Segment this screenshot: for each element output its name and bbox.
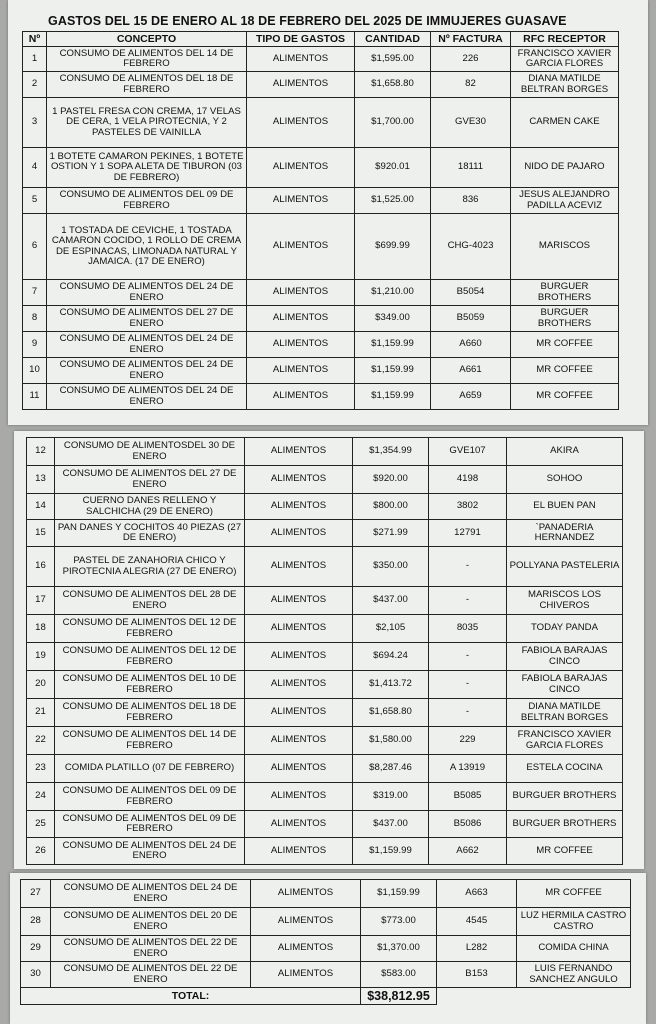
- rfc-receptor-cell: COMIDA CHINA: [517, 936, 631, 962]
- row-number: 10: [23, 358, 47, 384]
- rfc-receptor-cell: NIDO DE PAJARO: [511, 148, 619, 188]
- amount-cell: $437.00: [353, 587, 429, 615]
- invoice-number-cell: 4545: [437, 908, 517, 936]
- table-row: [23, 280, 619, 306]
- invoice-number-cell: 3802: [429, 494, 507, 520]
- invoice-number-cell: B5085: [429, 783, 507, 811]
- amount-cell: $1,159.99: [355, 332, 431, 358]
- rfc-receptor-cell: JESUS ALEJANDRO PADILLA ACEVIZ: [511, 188, 619, 214]
- concept-cell: CONSUMO DE ALIMENTOS DEL 14 DE FEBRERO: [55, 727, 245, 755]
- sheet-page-1: [8, 0, 648, 425]
- expense-type-cell: ALIMENTOS: [247, 148, 355, 188]
- table-row: [27, 438, 623, 466]
- amount-cell: $2,105: [353, 615, 429, 643]
- rfc-receptor-cell: MR COFFEE: [511, 332, 619, 358]
- rfc-receptor-cell: CARMEN CAKE: [511, 98, 619, 148]
- invoice-number-cell: -: [429, 671, 507, 699]
- concept-cell: CONSUMO DE ALIMENTOS DEL 24 DE ENERO: [55, 838, 245, 865]
- rfc-receptor-cell: SOHOO: [507, 466, 623, 494]
- row-number: 12: [27, 438, 55, 466]
- invoice-number-cell: GVE107: [429, 438, 507, 466]
- rfc-receptor-cell: TODAY PANDA: [507, 615, 623, 643]
- row-number: 13: [27, 466, 55, 494]
- expense-type-cell: ALIMENTOS: [247, 332, 355, 358]
- expense-type-cell: ALIMENTOS: [251, 880, 361, 908]
- expense-type-cell: ALIMENTOS: [245, 755, 353, 783]
- amount-cell: $271.99: [353, 520, 429, 547]
- table-row: [21, 880, 631, 908]
- concept-cell: CONSUMO DE ALIMENTOS DEL 24 DE ENERO: [51, 880, 251, 908]
- concept-cell: CONSUMO DE ALIMENTOSDEL 30 DE ENERO: [55, 438, 245, 466]
- invoice-number-cell: 18111: [431, 148, 511, 188]
- table-row: [21, 962, 631, 988]
- amount-cell: $1,658.80: [353, 699, 429, 727]
- row-number: 19: [27, 643, 55, 671]
- invoice-number-cell: A662: [429, 838, 507, 865]
- invoice-number-cell: 4198: [429, 466, 507, 494]
- amount-cell: $920.01: [355, 148, 431, 188]
- concept-cell: 1 TOSTADA DE CEVICHE, 1 TOSTADA CAMARON COCIDO, 1 ROLLO DE CREMA DE ESPINACAS, LIMONADA NATURAL Y JAMAICA. (17 DE ENERO): [47, 214, 247, 280]
- concept-cell: CONSUMO DE ALIMENTOS DEL 22 DE ENERO: [51, 962, 251, 988]
- concept-cell: 1 BOTETE CAMARON PEKINES, 1 BOTETE OSTION Y 1 SOPA ALETA DE TIBURON (03 DE FEBRERO): [47, 148, 247, 188]
- amount-cell: $8,287.46: [353, 755, 429, 783]
- table-row: [27, 783, 623, 811]
- expense-type-cell: ALIMENTOS: [247, 72, 355, 98]
- amount-cell: $773.00: [361, 908, 437, 936]
- invoice-number-cell: 82: [431, 72, 511, 98]
- row-number: 4: [23, 148, 47, 188]
- expense-type-cell: ALIMENTOS: [251, 936, 361, 962]
- invoice-number-cell: GVE30: [431, 98, 511, 148]
- row-number: 3: [23, 98, 47, 148]
- sheet-page-3: [10, 873, 646, 1024]
- concept-cell: CONSUMO DE ALIMENTOS DEL 09 DE FEBRERO: [47, 188, 247, 214]
- row-number: 30: [21, 962, 51, 988]
- row-number: 25: [27, 811, 55, 838]
- amount-cell: $1,354.99: [353, 438, 429, 466]
- rfc-receptor-cell: MR COFFEE: [511, 384, 619, 410]
- column-header: Nº: [23, 32, 47, 47]
- invoice-number-cell: 229: [429, 727, 507, 755]
- row-number: 16: [27, 547, 55, 587]
- row-number: 26: [27, 838, 55, 865]
- concept-cell: CONSUMO DE ALIMENTOS DEL 28 DE ENERO: [55, 587, 245, 615]
- row-number: 29: [21, 936, 51, 962]
- rfc-receptor-cell: MR COFFEE: [507, 838, 623, 865]
- concept-cell: COMIDA PLATILLO (07 DE FEBRERO): [55, 755, 245, 783]
- row-number: 8: [23, 306, 47, 332]
- amount-cell: $350.00: [353, 547, 429, 587]
- rfc-receptor-cell: ESTELA COCINA: [507, 755, 623, 783]
- invoice-number-cell: -: [429, 587, 507, 615]
- invoice-number-cell: A663: [437, 880, 517, 908]
- row-number: 5: [23, 188, 47, 214]
- concept-cell: CONSUMO DE ALIMENTOS DEL 22 DE ENERO: [51, 936, 251, 962]
- expense-type-cell: ALIMENTOS: [247, 98, 355, 148]
- row-number: 17: [27, 587, 55, 615]
- amount-cell: $1,595.00: [355, 47, 431, 72]
- expense-type-cell: ALIMENTOS: [247, 214, 355, 280]
- column-header: RFC RECEPTOR: [511, 32, 619, 47]
- amount-cell: $1,159.99: [361, 880, 437, 908]
- expense-type-cell: ALIMENTOS: [245, 671, 353, 699]
- table-row: [23, 306, 619, 332]
- table-row: [27, 547, 623, 587]
- concept-cell: PASTEL DE ZANAHORIA CHICO Y PIROTECNIA ALEGRIA (27 DE ENERO): [55, 547, 245, 587]
- row-number: 22: [27, 727, 55, 755]
- concept-cell: CONSUMO DE ALIMENTOS DEL 14 DE FEBRERO: [47, 47, 247, 72]
- sheet-page-2: [14, 431, 644, 869]
- table-row: [21, 936, 631, 962]
- row-number: 11: [23, 384, 47, 410]
- expense-type-cell: ALIMENTOS: [245, 494, 353, 520]
- rfc-receptor-cell: `PANADERIA HERNANDEZ: [507, 520, 623, 547]
- amount-cell: $1,700.00: [355, 98, 431, 148]
- row-number: 7: [23, 280, 47, 306]
- rfc-receptor-cell: LUZ HERMILA CASTRO CASTRO: [517, 908, 631, 936]
- invoice-number-cell: A660: [431, 332, 511, 358]
- invoice-number-cell: 836: [431, 188, 511, 214]
- concept-cell: CONSUMO DE ALIMENTOS DEL 09 DE FEBRERO: [55, 811, 245, 838]
- row-number: 24: [27, 783, 55, 811]
- invoice-number-cell: A659: [431, 384, 511, 410]
- table-row: [27, 643, 623, 671]
- rfc-receptor-cell: MR COFFEE: [511, 358, 619, 384]
- expense-type-cell: ALIMENTOS: [245, 699, 353, 727]
- column-header: Nº FACTURA: [431, 32, 511, 47]
- rfc-receptor-cell: EL BUEN PAN: [507, 494, 623, 520]
- invoice-number-cell: B5086: [429, 811, 507, 838]
- invoice-number-cell: B5054: [431, 280, 511, 306]
- amount-cell: $1,525.00: [355, 188, 431, 214]
- invoice-number-cell: CHG-4023: [431, 214, 511, 280]
- row-number: 23: [27, 755, 55, 783]
- expense-type-cell: ALIMENTOS: [245, 811, 353, 838]
- table-row: [27, 671, 623, 699]
- row-number: 28: [21, 908, 51, 936]
- table-row: [27, 587, 623, 615]
- amount-cell: $1,159.99: [353, 838, 429, 865]
- expense-type-cell: ALIMENTOS: [245, 727, 353, 755]
- table-row: [23, 98, 619, 148]
- concept-cell: CONSUMO DE ALIMENTOS DEL 24 DE ENERO: [47, 384, 247, 410]
- expense-type-cell: ALIMENTOS: [245, 520, 353, 547]
- concept-cell: 1 PASTEL FRESA CON CREMA, 17 VELAS DE CERA, 1 VELA PIROTECNIA, Y 2 PASTELES DE VAINILLA: [47, 98, 247, 148]
- row-number: 20: [27, 671, 55, 699]
- table-row: [27, 699, 623, 727]
- amount-cell: $1,159.99: [355, 358, 431, 384]
- table-row: [27, 615, 623, 643]
- expense-type-cell: ALIMENTOS: [251, 962, 361, 988]
- amount-cell: $699.99: [355, 214, 431, 280]
- expense-type-cell: ALIMENTOS: [251, 908, 361, 936]
- rfc-receptor-cell: BURGUER BROTHERS: [511, 306, 619, 332]
- expense-type-cell: ALIMENTOS: [245, 838, 353, 865]
- amount-cell: $920.00: [353, 466, 429, 494]
- rfc-receptor-cell: AKIRA: [507, 438, 623, 466]
- concept-cell: CONSUMO DE ALIMENTOS DEL 24 DE ENERO: [47, 358, 247, 384]
- invoice-number-cell: 226: [431, 47, 511, 72]
- expense-type-cell: ALIMENTOS: [245, 783, 353, 811]
- concept-cell: CONSUMO DE ALIMENTOS DEL 27 DE ENERO: [55, 466, 245, 494]
- rfc-receptor-cell: MARISCOS: [511, 214, 619, 280]
- table-row: [23, 358, 619, 384]
- invoice-number-cell: -: [429, 643, 507, 671]
- concept-cell: PAN DANES Y COCHITOS 40 PIEZAS (27 DE ENERO): [55, 520, 245, 547]
- amount-cell: $694.24: [353, 643, 429, 671]
- table-row: [27, 727, 623, 755]
- amount-cell: $800.00: [353, 494, 429, 520]
- rfc-receptor-cell: BURGUER BROTHERS: [511, 280, 619, 306]
- amount-cell: $437.00: [353, 811, 429, 838]
- row-number: 2: [23, 72, 47, 98]
- rfc-receptor-cell: BURGUER BROTHERS: [507, 783, 623, 811]
- rfc-receptor-cell: FRANCISCO XAVIER GARCIA FLORES: [507, 727, 623, 755]
- table-row: [27, 466, 623, 494]
- invoice-number-cell: B153: [437, 962, 517, 988]
- row-number: 21: [27, 699, 55, 727]
- invoice-number-cell: 8035: [429, 615, 507, 643]
- rfc-receptor-cell: FRANCISCO XAVIER GARCIA FLORES: [511, 47, 619, 72]
- table-header-row: [23, 32, 619, 47]
- table-row: [23, 148, 619, 188]
- table-row: [23, 332, 619, 358]
- expense-type-cell: ALIMENTOS: [247, 47, 355, 72]
- table-row: [23, 47, 619, 72]
- amount-cell: $349.00: [355, 306, 431, 332]
- concept-cell: CONSUMO DE ALIMENTOS DEL 24 DE ENERO: [47, 280, 247, 306]
- row-number: 1: [23, 47, 47, 72]
- rfc-receptor-cell: POLLYANA PASTELERIA: [507, 547, 623, 587]
- expense-type-cell: ALIMENTOS: [245, 643, 353, 671]
- table-row: [27, 755, 623, 783]
- amount-cell: $319.00: [353, 783, 429, 811]
- expense-type-cell: ALIMENTOS: [245, 587, 353, 615]
- table-row: [27, 838, 623, 865]
- expense-type-cell: ALIMENTOS: [247, 358, 355, 384]
- expense-type-cell: ALIMENTOS: [247, 280, 355, 306]
- amount-cell: $583.00: [361, 962, 437, 988]
- expense-type-cell: ALIMENTOS: [247, 188, 355, 214]
- concept-cell: CONSUMO DE ALIMENTOS DEL 18 DE FEBRERO: [47, 72, 247, 98]
- row-number: 9: [23, 332, 47, 358]
- amount-cell: $1,370.00: [361, 936, 437, 962]
- table-row: [27, 811, 623, 838]
- invoice-number-cell: A661: [431, 358, 511, 384]
- concept-cell: CONSUMO DE ALIMENTOS DEL 10 DE FEBRERO: [55, 671, 245, 699]
- column-header: TIPO DE GASTOS: [247, 32, 355, 47]
- rfc-receptor-cell: FABIOLA BARAJAS CINCO: [507, 671, 623, 699]
- amount-cell: $1,413.72: [353, 671, 429, 699]
- invoice-number-cell: 12791: [429, 520, 507, 547]
- document-title: GASTOS DEL 15 DE ENERO AL 18 DE FEBRERO DEL 2025 DE IMMUJERES GUASAVE: [48, 14, 567, 28]
- rfc-receptor-cell: FABIOLA BARAJAS CINCO: [507, 643, 623, 671]
- row-number: 14: [27, 494, 55, 520]
- expenses-table-page-3: [20, 879, 631, 1005]
- table-row: [27, 494, 623, 520]
- concept-cell: CONSUMO DE ALIMENTOS DEL 20 DE ENERO: [51, 908, 251, 936]
- rfc-receptor-cell: LUIS FERNANDO SANCHEZ ANGULO: [517, 962, 631, 988]
- expense-type-cell: ALIMENTOS: [245, 466, 353, 494]
- rfc-receptor-cell: DIANA MATILDE BELTRAN BORGES: [507, 699, 623, 727]
- row-number: 27: [21, 880, 51, 908]
- table-row: [21, 908, 631, 936]
- table-row: [23, 188, 619, 214]
- table-row: [23, 384, 619, 410]
- rfc-receptor-cell: MARISCOS LOS CHIVEROS: [507, 587, 623, 615]
- amount-cell: $1,159.99: [355, 384, 431, 410]
- concept-cell: CONSUMO DE ALIMENTOS DEL 18 DE FEBRERO: [55, 699, 245, 727]
- expense-type-cell: ALIMENTOS: [245, 438, 353, 466]
- rfc-receptor-cell: DIANA MATILDE BELTRAN BORGES: [511, 72, 619, 98]
- invoice-number-cell: A 13919: [429, 755, 507, 783]
- table-row: [23, 72, 619, 98]
- invoice-number-cell: B5059: [431, 306, 511, 332]
- table-row: [27, 520, 623, 547]
- concept-cell: CONSUMO DE ALIMENTOS DEL 24 DE ENERO: [47, 332, 247, 358]
- concept-cell: CONSUMO DE ALIMENTOS DEL 09 DE FEBRERO: [55, 783, 245, 811]
- concept-cell: CONSUMO DE ALIMENTOS DEL 12 DE FEBRERO: [55, 615, 245, 643]
- concept-cell: CONSUMO DE ALIMENTOS DEL 27 DE ENERO: [47, 306, 247, 332]
- amount-cell: $1,658.80: [355, 72, 431, 98]
- invoice-number-cell: -: [429, 699, 507, 727]
- concept-cell: CUERNO DANES RELLENO Y SALCHICHA (29 DE ENERO): [55, 494, 245, 520]
- rfc-receptor-cell: BURGUER BROTHERS: [507, 811, 623, 838]
- amount-cell: $1,210.00: [355, 280, 431, 306]
- amount-cell: $1,580.00: [353, 727, 429, 755]
- expenses-table-page-1: [22, 31, 619, 410]
- expenses-table-page-2: [26, 437, 623, 865]
- row-number: 6: [23, 214, 47, 280]
- total-row: [21, 988, 631, 1005]
- invoice-number-cell: L282: [437, 936, 517, 962]
- total-empty-cell: [437, 988, 631, 1005]
- total-amount: $38,812.95: [361, 988, 437, 1005]
- row-number: 18: [27, 615, 55, 643]
- expense-type-cell: ALIMENTOS: [245, 547, 353, 587]
- rfc-receptor-cell: MR COFFEE: [517, 880, 631, 908]
- expense-type-cell: ALIMENTOS: [247, 384, 355, 410]
- expense-type-cell: ALIMENTOS: [247, 306, 355, 332]
- table-row: [23, 214, 619, 280]
- row-number: 15: [27, 520, 55, 547]
- total-label: TOTAL:: [21, 988, 361, 1005]
- column-header: CANTIDAD: [355, 32, 431, 47]
- expense-type-cell: ALIMENTOS: [245, 615, 353, 643]
- column-header: CONCEPTO: [47, 32, 247, 47]
- concept-cell: CONSUMO DE ALIMENTOS DEL 12 DE FEBRERO: [55, 643, 245, 671]
- invoice-number-cell: -: [429, 547, 507, 587]
